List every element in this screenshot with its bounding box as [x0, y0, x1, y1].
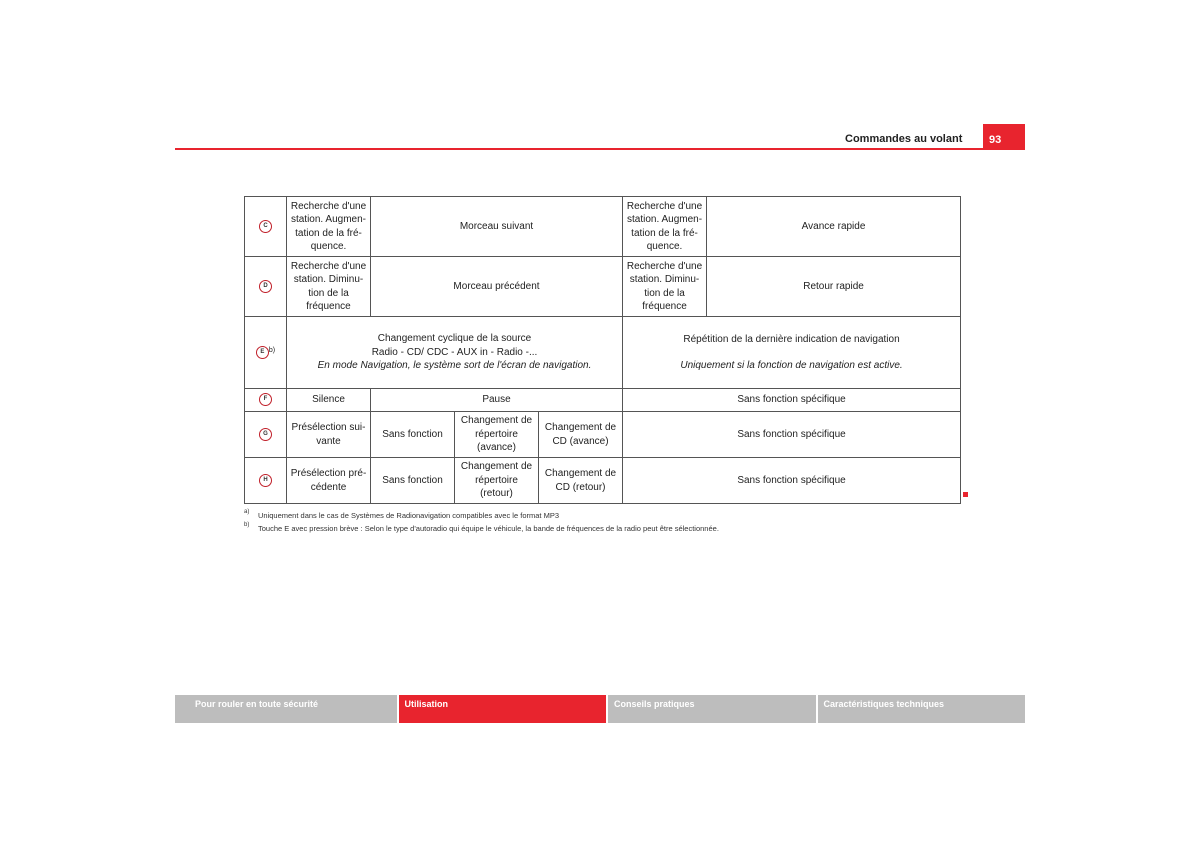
cell: Présélection sui-vante — [287, 412, 371, 458]
source-cell — [287, 317, 623, 389]
source-line: Changement cyclique de la source — [377, 333, 532, 345]
footnote — [244, 524, 964, 537]
media-cell: Morceau suivant — [371, 197, 623, 257]
cell: Silence — [287, 389, 371, 412]
cell: Changement de CD (retour) — [539, 458, 623, 504]
cell: Sans fonction — [371, 412, 455, 458]
table-row-g — [245, 412, 961, 458]
navigation-note: Uniquement si la fonction de navigation est active. — [680, 360, 903, 371]
source-line: Radio - CD/ CDC - AUX in - Radio -... — [371, 346, 538, 358]
footnotes — [244, 511, 964, 537]
footnote — [244, 511, 964, 524]
key-cell — [245, 317, 287, 389]
cell: Pause — [371, 389, 623, 412]
key-h-icon: H — [259, 474, 272, 487]
key-d-icon: D — [259, 280, 272, 293]
cell: Changement de répertoire (retour) — [455, 458, 539, 504]
steering-controls-table — [244, 196, 961, 504]
cell: Sans fonction spécifique — [623, 389, 961, 412]
cell: Changement de répertoire (avance) — [455, 412, 539, 458]
radio-cell: Recherche d'une station. Diminu-tion de la fréquence — [287, 257, 371, 317]
footnote-text: Touche E avec pression brève : Selon le type d'autoradio qui équipe le véhicule, la bande de fréquences de la radio peut être sélectionnée. — [258, 524, 719, 533]
source-note: En mode Navigation, le système sort de l'écran de navigation. — [317, 360, 592, 372]
tab-technical-specs[interactable]: Caractéristiques techniques — [818, 695, 1026, 723]
media-cell: Morceau précédent — [371, 257, 623, 317]
tab-safety[interactable]: Pour rouler en toute sécurité — [175, 695, 397, 723]
table-row-f — [245, 389, 961, 412]
cell: Sans fonction spécifique — [623, 412, 961, 458]
page-header-title: Commandes au volant — [845, 133, 963, 145]
radio-cell: Recherche d'une station. Augmen-tation de la fré-quence. — [287, 197, 371, 257]
key-g-icon: G — [259, 428, 272, 441]
cell: Sans fonction — [371, 458, 455, 504]
key-cell — [245, 197, 287, 257]
navigation-cell — [623, 317, 961, 389]
key-cell — [245, 389, 287, 412]
section-tabs — [175, 695, 1025, 723]
table-row-c — [245, 197, 961, 257]
footnote-mark: b) — [244, 522, 250, 528]
radio-cell: Recherche d'une station. Diminu-tion de la fréquence — [623, 257, 707, 317]
key-e-icon: E — [256, 346, 269, 359]
key-f-icon: F — [259, 393, 272, 406]
key-cell — [245, 257, 287, 317]
tab-usage[interactable]: Utilisation — [399, 695, 607, 723]
cell: Changement de CD (avance) — [539, 412, 623, 458]
table-row-h — [245, 458, 961, 504]
table-row-d — [245, 257, 961, 317]
media-cell: Retour rapide — [707, 257, 961, 317]
key-cell — [245, 458, 287, 504]
page-number: 93 — [983, 124, 1025, 148]
footnote-text: Uniquement dans le cas de Systèmes de Radionavigation compatibles avec le format MP3 — [258, 511, 559, 520]
tab-practical-tips[interactable]: Conseils pratiques — [608, 695, 816, 723]
header-rule — [175, 148, 1025, 150]
key-cell — [245, 412, 287, 458]
cell: Sans fonction spécifique — [623, 458, 961, 504]
table-row-e — [245, 317, 961, 389]
media-cell: Avance rapide — [707, 197, 961, 257]
key-c-icon: C — [259, 220, 272, 233]
footnote-ref: b) — [268, 346, 276, 354]
footnote-mark: a) — [244, 509, 250, 515]
navigation-line: Répétition de la dernière indication de navigation — [683, 333, 900, 345]
radio-cell: Recherche d'une station. Augmen-tation de la fré-quence. — [623, 197, 707, 257]
cell: Présélection pré-cédente — [287, 458, 371, 504]
end-of-section-marker — [963, 492, 968, 497]
